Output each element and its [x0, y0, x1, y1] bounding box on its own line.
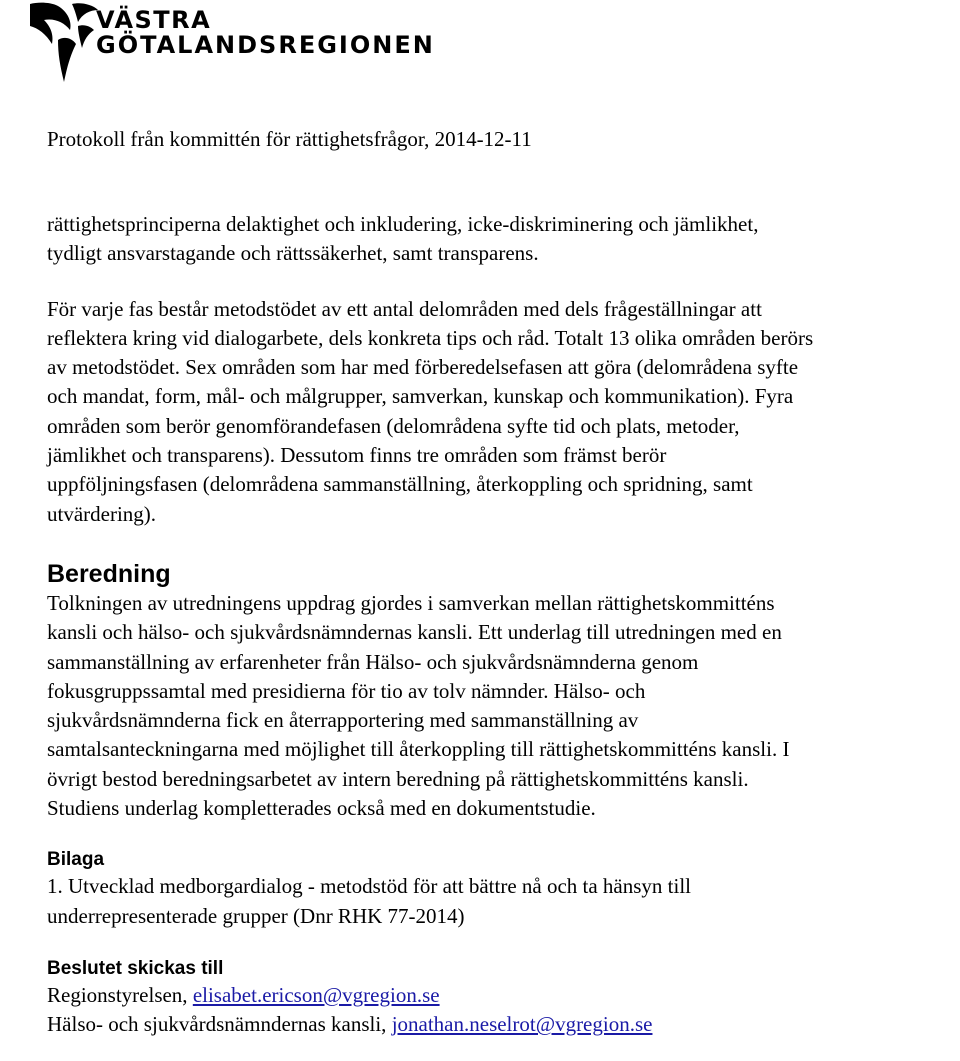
text-line: sjukvårdsnämnderna fick en återrapportering med sammanställning av	[47, 708, 639, 733]
document-body	[47, 125, 959, 1040]
text-line: fokusgruppssamtal med presidierna för tio av tolv nämnder. Hälso- och	[47, 678, 646, 703]
logo-wordmark	[96, 8, 435, 58]
document-header: Protokoll från kommittén för rättighetsfrågor, 2014-12-11	[47, 127, 532, 151]
paragraph-beredning	[47, 589, 959, 823]
section-heading-bilaga: Bilaga	[47, 849, 105, 871]
text-line: Studiens underlag kompletterades också med en dokumentstudie.	[47, 796, 596, 821]
text-line: samtalsanteckningarna med möjlighet till återkoppling till rättighetskommitténs kansli. I	[47, 737, 790, 762]
recipient-name: Regionstyrelsen,	[47, 982, 193, 1007]
attachment-list	[47, 872, 959, 931]
email-link[interactable]: elisabet.ericson@vgregion.se	[192, 982, 440, 1007]
recipient-line	[47, 981, 959, 1010]
text-line: utvärdering).	[47, 501, 157, 526]
section-heading-beslutet-skickas-till: Beslutet skickas till	[47, 957, 224, 979]
text-line: uppföljningsfasen (delområdena sammanställning, återkoppling och spridning, samt	[47, 472, 753, 497]
recipient-line	[47, 1010, 959, 1039]
text-line: 1. Utvecklad medborgardialog - metodstöd för att bättre nå och ta hänsyn till	[47, 874, 692, 899]
recipient-list	[47, 981, 959, 1040]
recipient-name: Hälso- och sjukvårdsnämndernas kansli,	[47, 1012, 392, 1037]
text-line: och mandat, form, mål- och målgrupper, samverkan, kunskap och kommunikation). Fyra	[47, 384, 794, 409]
email-link[interactable]: jonathan.neselrot@vgregion.se	[391, 1012, 653, 1037]
text-line: underrepresenterade grupper (Dnr RHK 77-2014)	[47, 903, 465, 928]
text-line: Tolkningen av utredningens uppdrag gjordes i samverkan mellan rättighetskommitténs	[47, 590, 775, 615]
text-line: reflektera kring vid dialogarbete, dels konkreta tips och råd. Totalt 13 olika områden berörs	[47, 325, 814, 350]
text-line: jämlikhet och transparens). Dessutom finns tre områden som främst berör	[47, 443, 667, 468]
organization-logo	[28, 0, 435, 82]
text-line: sammanställning av erfarenheter från Hälso- och sjukvårdsnämnderna genom	[47, 649, 699, 674]
text-line: kansli och hälso- och sjukvårdsnämndernas kansli. Ett underlag till utredningen med en	[47, 620, 782, 645]
text-line: rättighetsprinciperna delaktighet och inkludering, icke-diskriminering och jämlikhet,	[47, 212, 759, 236]
paragraph-phases	[47, 295, 959, 529]
paragraph-principles	[47, 210, 959, 269]
logo-line-1: VÄSTRA	[96, 6, 212, 34]
text-line: tydligt ansvarstagande och rättssäkerhet, samt transparens.	[47, 241, 539, 266]
section-heading-beredning: Beredning	[47, 559, 171, 588]
text-line: av metodstödet. Sex områden som har med förberedelsefasen att göra (delområdena syfte	[47, 355, 799, 380]
text-line: För varje fas består metodstödet av ett antal delområden med dels frågeställningar att	[47, 296, 762, 321]
text-line: övrigt bestod beredningsarbetet av intern beredning på rättighetskommitténs kansli.	[47, 766, 749, 791]
text-line: områden som berör genomförandefasen (delområdena syfte tid och plats, metoder,	[47, 413, 740, 438]
logo-mark-icon	[28, 0, 100, 82]
logo-line-2: GÖTALANDSREGIONEN	[96, 31, 435, 60]
